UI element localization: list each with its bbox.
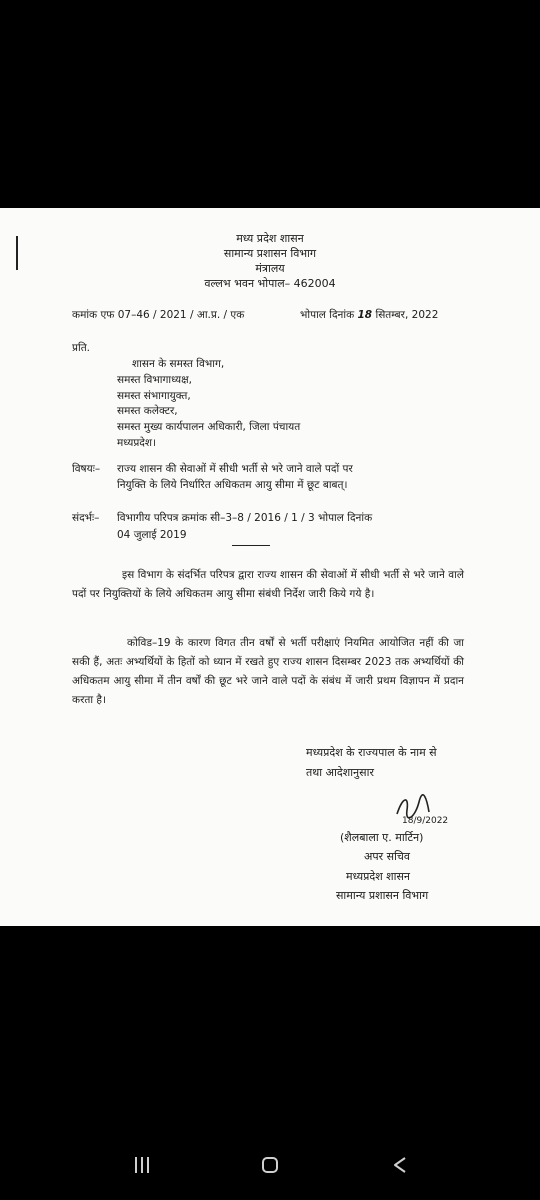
document-page [0,208,540,926]
signature-line-2: तथा आदेशानुसार [306,766,374,779]
signatory-designation: अपर सचिव [364,850,411,863]
signatory-org-1: मध्यप्रदेश शासन [346,870,411,883]
recipients-label: प्रति. [72,342,91,354]
subject-label: विषयः– [72,463,101,475]
date-rest: सितम्बर, 2022 [375,309,439,321]
recipient-line: समस्त विभागाध्यक्ष, [117,374,192,386]
header-line-3: मंत्रालय [255,262,285,275]
recipient-line: समस्त कलेक्टर, [117,405,178,417]
android-nav-bar [0,1135,540,1200]
reference-line-2: 04 जुलाई 2019 [117,529,187,541]
order-number: कमांक एफ 07–46 / 2021 / आ.प्र. / एक [72,309,245,321]
date-day: 18 [357,309,373,321]
reference-line-1: विभागीय परिपत्र क्रमांक सी–3–8 / 2016 / 1 / 3 भोपाल दिनांक [117,512,373,524]
subject-line-1: राज्य शासन की सेवाओं में सीधी भर्ती से भरे जाने वाले पदों पर [117,463,353,475]
signatory-name: (शैलबाला ए. मार्टिन) [340,831,424,844]
header-line-4: वल्लभ भवन भोपाल– 462004 [204,277,336,290]
menu-icon[interactable] [132,1155,152,1175]
recipient-line: शासन के समस्त विभाग, [132,358,225,370]
signature-line-1: मध्यप्रदेश के राज्यपाल के नाम से [306,746,437,759]
order-date [300,308,438,322]
recipient-line: मध्यप्रदेश। [117,437,156,449]
reference-label: संदर्भः– [72,512,100,524]
recipient-line: समस्त मुख्य कार्यपालन अधिकारी, जिला पंचायत [117,421,301,433]
header-line-1: मध्य प्रदेश शासन [236,232,304,245]
recipient-line: समस्त संभागायुक्त, [117,390,191,402]
date-prefix: भोपाल दिनांक [300,309,355,321]
signed-date: 18/9/2022 [402,816,449,826]
body-paragraph-1: इस विभाग के संदर्भित परिपत्र द्वारा राज्य शासन की सेवाओं में सीधी भर्ती से भरे जाने वाले पदों पर नियुक्तियों के लिये अधिकतम आयु सीमा संबंधी निर्देश जारी किये गये है। [72,569,464,600]
divider-rule [232,545,270,546]
home-icon[interactable] [260,1155,280,1175]
signatory-org-2: सामान्य प्रशासन विभाग [336,889,429,902]
header-line-2: सामान्य प्रशासन विभाग [223,247,317,260]
subject-line-2: नियुक्ति के लिये निर्धारित अधिकतम आयु सीमा में छूट बाबत्। [117,479,348,491]
body-paragraph-2: कोविड–19 के कारण विगत तीन वर्षों से भर्ती परीक्षाएं नियमित आयोजित नहीं की जा सकी हैं, अतः अभ्यर्थियों के हितों को ध्यान में रखते हुए राज्य शासन दिसम्बर 2023 तक अभ्यर्थियों की अधिकतम आयु सीमा में तीन वर्षों की छूट भरे जाने वाले पदों के संबंध में जारी प्रथम विज्ञापन में प्रदान करता है। [72,637,464,706]
back-icon[interactable] [390,1155,410,1175]
